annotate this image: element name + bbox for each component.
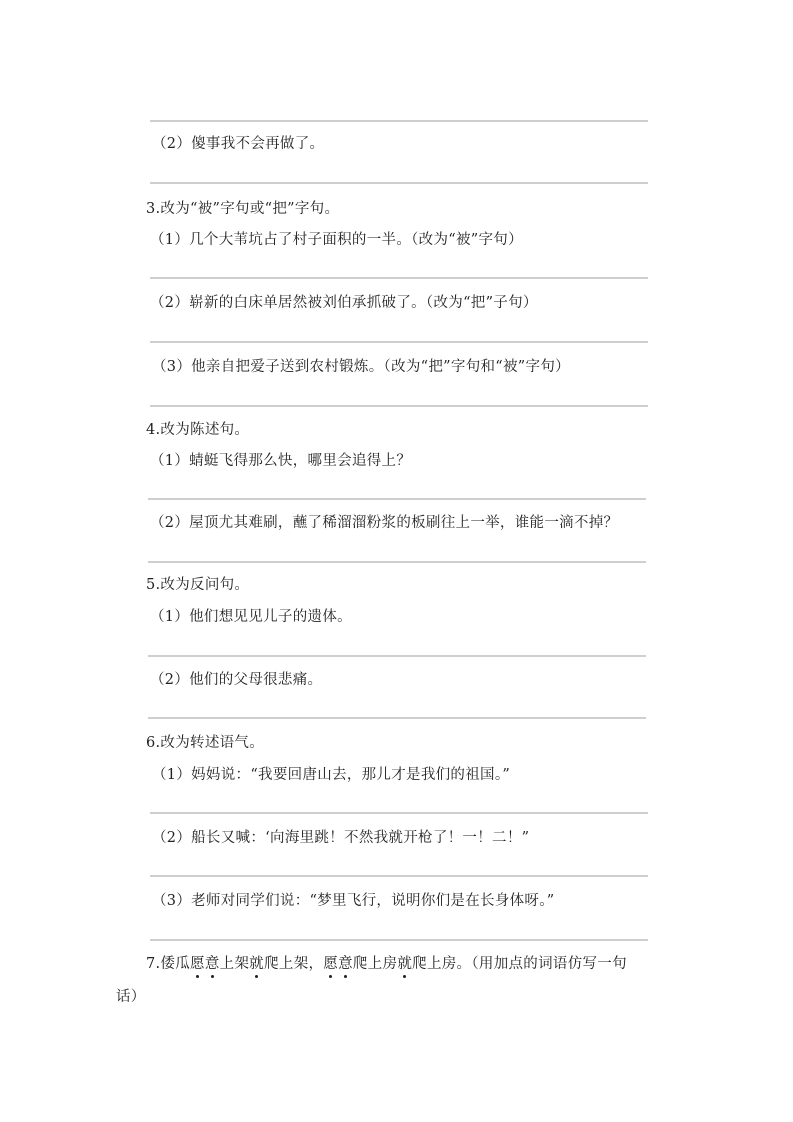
answer-line[interactable] <box>150 875 648 877</box>
answer-line[interactable] <box>150 277 648 279</box>
answer-line[interactable] <box>150 939 648 941</box>
q5-item-2: （2）他们的父母很悲痛。 <box>150 672 323 688</box>
emphasis-dot-char: 意 <box>204 956 220 972</box>
q3-item-2: （2）崭新的白床单居然被刘伯承抓破了。（改为“把”子句） <box>150 295 538 311</box>
q6-item-2: （2）船长又喊：‘向海里跳！不然我就开枪了！一！二！” <box>152 830 530 846</box>
answer-line[interactable] <box>150 341 648 343</box>
q3-heading: 3.改为“被”字句或“把”字句。 <box>146 201 340 217</box>
q5-heading: 5.改为反问句。 <box>146 577 250 593</box>
answer-line[interactable] <box>148 717 646 719</box>
q3-item-1: （1）几个大苇坑占了村子面积的一半。（改为“被”字句） <box>150 232 523 248</box>
answer-line[interactable] <box>150 120 648 122</box>
answer-line[interactable] <box>150 812 648 814</box>
answer-line[interactable] <box>148 561 646 563</box>
q7-text: 7.倭瓜 <box>146 956 191 972</box>
q4-item-1: （1）蜻蜓飞得那么快，哪里会追得上？ <box>150 453 412 469</box>
q7-text: 爬上架， <box>264 956 324 972</box>
q3-item-3: （3）他亲自把爱子送到农村锻炼。（改为“把”字句和“被”字句） <box>152 359 570 375</box>
emphasis-dot-char: 意 <box>338 956 353 972</box>
q6-heading: 6.改为转述语气。 <box>146 735 265 751</box>
q5-item-1: （1）他们想见见儿子的遗体。 <box>150 609 352 625</box>
emphasis-dot-char: 愿 <box>323 956 339 972</box>
q6-item-1: （1）妈妈说：“我要回唐山去，那儿才是我们的祖国。” <box>152 767 511 783</box>
answer-line[interactable] <box>148 498 646 500</box>
q7-text: 爬上房。（用加点的词语仿写一句 <box>412 956 627 972</box>
q4-item-2: （2）屋顶尤其难刷，蘸了稀溜溜粉浆的板刷往上一举，谁能一滴不掉？ <box>150 515 619 531</box>
emphasis-dot-char: 就 <box>397 956 413 972</box>
q7-text: 爬上房 <box>352 956 398 972</box>
q4-heading: 4.改为陈述句。 <box>146 422 250 438</box>
q7-prompt <box>146 954 627 974</box>
emphasis-dot-char: 就 <box>249 956 265 972</box>
answer-line[interactable] <box>150 405 648 407</box>
q6-item-3: （3）老师对同学们说：“梦里飞行，说明你们是在长身体呀。” <box>152 893 555 909</box>
emphasis-dot-char: 愿 <box>190 956 205 972</box>
q7-continuation: 话） <box>116 989 146 1005</box>
answer-line[interactable] <box>148 655 646 657</box>
q7-text: 上架 <box>219 956 250 972</box>
q2-item-2: （2）傻事我不会再做了。 <box>152 136 325 152</box>
answer-line[interactable] <box>150 182 648 184</box>
